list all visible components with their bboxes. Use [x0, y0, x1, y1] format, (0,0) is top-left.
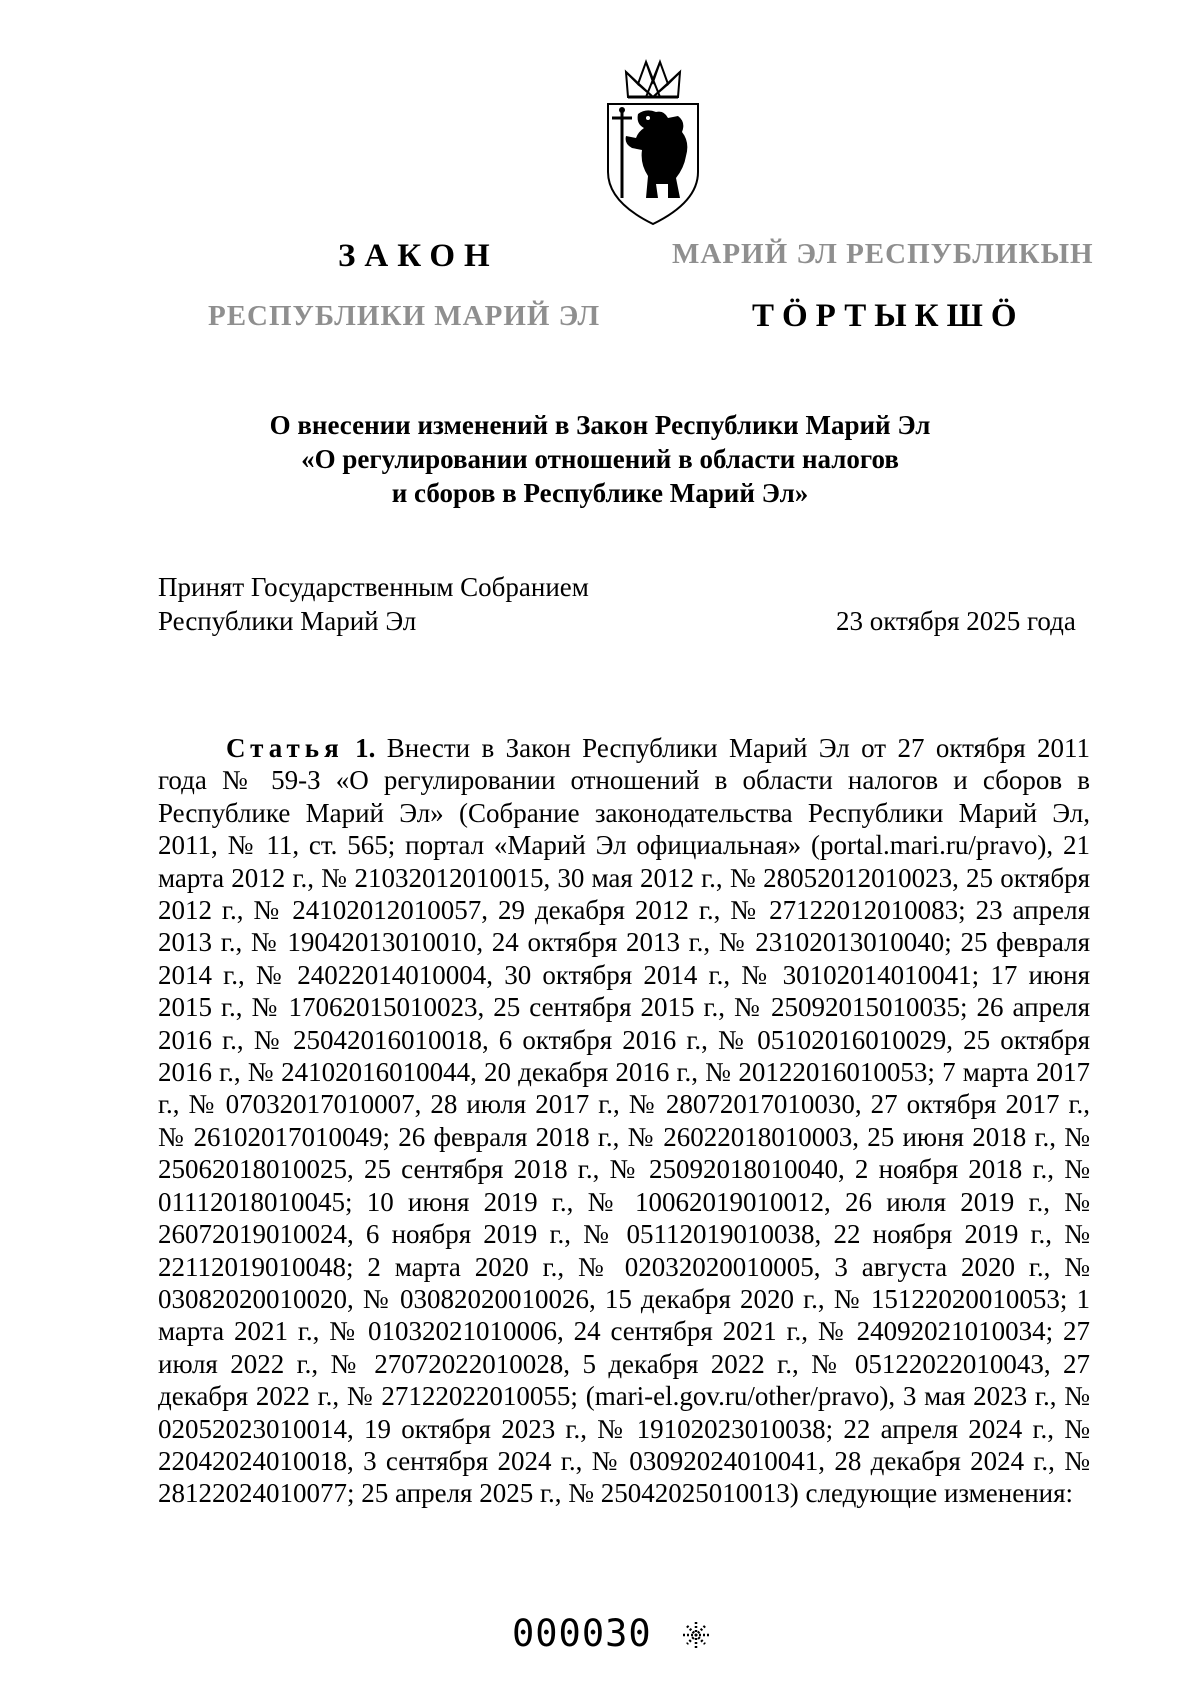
coat-of-arms-icon	[598, 52, 708, 228]
subject-line: и сборов в Республике Марий Эл»	[391, 478, 809, 508]
law-subject	[150, 408, 1050, 510]
article-paragraph	[158, 732, 1090, 1510]
crown-icon	[626, 62, 680, 97]
article-1	[158, 732, 1090, 1510]
law-title-ru: ЗАКОН	[338, 238, 499, 274]
subject-line: О внесении изменений в Закон Республики Марий Эл	[269, 410, 931, 440]
subject-line: «О регулировании отношений в области налогов	[301, 444, 899, 474]
article-number: 1.	[355, 733, 376, 763]
law-subtitle-mari: МАРИЙ ЭЛ РЕСПУБЛИКЫН	[672, 238, 1094, 270]
adoption-line: Принят Государственным Собранием	[158, 572, 589, 602]
law-title-mari: ТӦРТЫКШӦ	[752, 298, 1025, 334]
law-subtitle-ru: РЕСПУБЛИКИ МАРИЙ ЭЛ	[208, 300, 601, 332]
serial-number: 000030	[512, 1612, 652, 1655]
adoption-info	[158, 570, 589, 638]
adoption-date: 23 октября 2025 года	[836, 606, 1076, 636]
article-label: Статья	[226, 733, 344, 763]
asterisk-mark-icon	[681, 1620, 711, 1650]
article-text: Внести в Закон Республики Марий Эл от 27 октября 2011 года № 59-З «О регулировании отношений в области налогов и сборов в Республике Марий Эл» (Собрание законодательства Республики Марий Эл, 2011, № 11, ст. 565; портал «Марий Эл официальная» (portal.mari.ru/pravo), 21 марта 2012 г., № 21032012010015, 30 мая 2012 г., № 28052012010023, 25 октября 2012 г., № 24102012010057, 29 декабря 2012 г., № 27122012010083; 23 апреля 2013 г., № 19042013010010, 24 октября 2013 г., № 23102013010040; 25 февраля 2014 г., № 24022014010004, 30 октября 2014 г., № 30102014010041; 17 июня 2015 г., № 17062015010023, 25 сентября 2015 г., № 25092015010035; 26 апреля 2016 г., № 25042016010018, 6 октября 2016 г., № 05102016010029, 25 октября 2016 г., № 24102016010044, 20 декабря 2016 г., № 20122016010053; 7 марта 2017 г., № 07032017010007, 28 июля 2017 г., № 28072017010030, 27 октября 2017 г., № 26102017010049; 26 февраля 2018 г., № 26022018010003, 25 июня 2018 г., № 25062018010025, 25 сентября 2018 г., № 25092018010040, 2 ноября 2018 г., № 01112018010045; 10 июня 2019 г., № 10062019010012, 26 июля 2019 г., № 26072019010024, 6 ноября 2019 г., № 05112019010038, 22 ноября 2019 г., № 22112019010048; 2 марта 2020 г., № 02032020010005, 3 августа 2020 г., № 03082020010020, № 03082020010026, 15 декабря 2020 г., № 15122020010053; 1 марта 2021 г., № 01032021010006, 24 сентября 2021 г., № 24092021010034; 27 июля 2022 г., № 27072022010028, 5 декабря 2022 г., № 05122022010043, 27 декабря 2022 г., № 27122022010055; (mari-el.gov.ru/other/pravo), 3 мая 2023 г., № 02052023010014, 19 октября 2023 г., № 19102023010038; 22 апреля 2024 г., № 22042024010018, 3 сентября 2024 г., № 03092024010041, 28 декабря 2024 г., № 28122024010077; 25 апреля 2025 г., № 25042025010013) следующие изменения:	[158, 733, 1090, 1509]
adoption-line: Республики Марий Эл	[158, 606, 417, 636]
